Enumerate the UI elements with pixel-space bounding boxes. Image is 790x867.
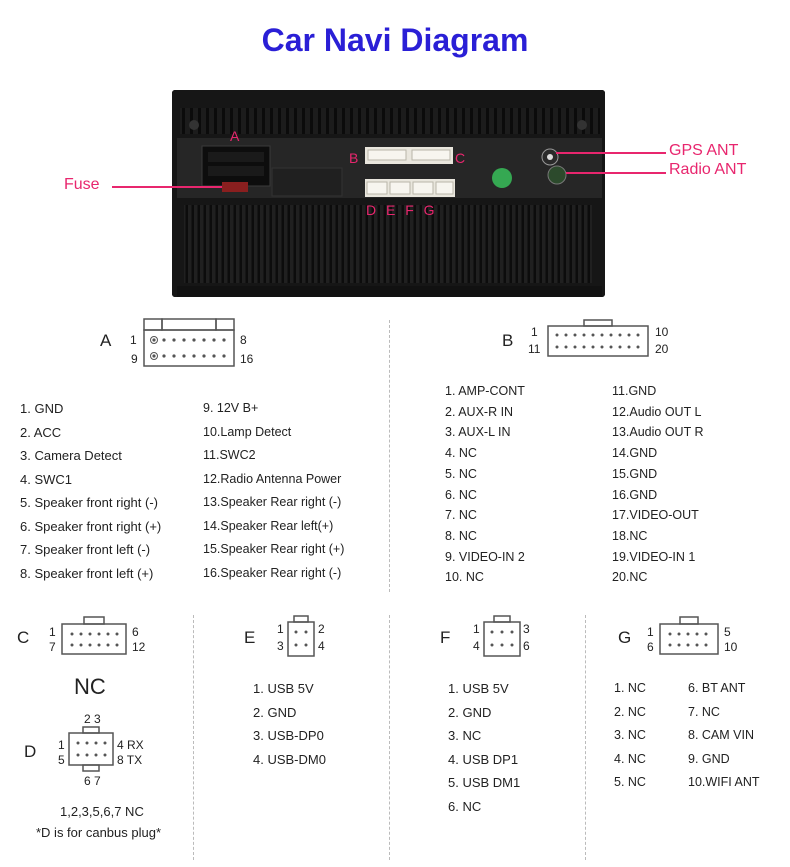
connector-b-pin-13: 13.Audio OUT R [612, 425, 704, 440]
connector-b-shape [544, 318, 652, 360]
connector-b-pin-4: 4. NC [445, 446, 477, 461]
connector-a-pin-tl: 1 [130, 333, 137, 347]
connector-g-pin-7: 7. NC [688, 704, 720, 719]
connector-f-shape [481, 614, 523, 660]
connector-g-pin-10: 10.WIFI ANT [688, 775, 760, 789]
connector-c-pin-br: 12 [132, 640, 146, 654]
connector-a-pin-bl: 9 [131, 352, 138, 366]
connector-c-pin-tl: 1 [49, 625, 56, 639]
diagram-title: Car Navi Diagram [261, 22, 529, 58]
connector-g-pin-tr: 5 [724, 625, 731, 639]
connector-a-pin-br: 16 [240, 352, 254, 366]
connector-b-pin-tl: 1 [531, 325, 538, 339]
connector-f-pin-br: 6 [523, 639, 530, 653]
connector-b-pin-9: 9. VIDEO-IN 2 [445, 549, 525, 564]
connector-a-pin-3: 3. Camera Detect [20, 448, 122, 463]
connector-g-shape [656, 614, 722, 658]
connector-f-pin-1: 1. USB 5V [448, 681, 509, 696]
connector-b-pin-14: 14.GND [612, 446, 658, 461]
radio-pointer-line [566, 172, 666, 174]
connector-b-pin-3: 3. AUX-L IN [445, 425, 511, 440]
connector-a-pin-2: 2. ACC [20, 424, 62, 440]
gps-ant-label: GPS ANT [669, 142, 739, 159]
head-unit-illustration [172, 90, 605, 297]
connector-a-pin-10: 10.Lamp Detect [203, 424, 292, 439]
connector-b-pin-8: 8. NC [445, 528, 477, 543]
connector-e-pin-bl: 3 [277, 639, 284, 653]
unit-label-defg: D E F G [366, 202, 438, 218]
connector-d-footnote: *D is for canbus plug* [36, 825, 162, 840]
connector-b-pins-right [612, 381, 703, 588]
connector-a-letter: A [100, 331, 112, 350]
connector-d-pin-l1: 1 [58, 738, 65, 752]
section-divider-fg [585, 615, 586, 860]
connector-g-pin-bl: 6 [647, 640, 654, 654]
connector-c-pin-tr: 6 [132, 625, 139, 639]
connector-g-pin-3: 3. NC [614, 728, 646, 742]
connector-c-pin-bl: 7 [49, 640, 56, 654]
connector-e-letter: E [244, 628, 256, 647]
connector-e-pins [253, 677, 326, 771]
section-divider-ce [193, 615, 194, 860]
connector-b-pin-19: 19.VIDEO-IN 1 [612, 549, 696, 564]
section-divider-ef [389, 615, 390, 860]
connector-g-pin-5: 5. NC [614, 775, 646, 789]
connector-f-pin-5: 5. USB DM1 [448, 775, 521, 790]
connector-f-pin-3: 3. NC [448, 728, 482, 743]
radio-ant-label: Radio ANT [669, 161, 747, 178]
connector-b-pin-16: 16.GND [612, 487, 658, 502]
connector-a-pins-right [203, 397, 344, 585]
fuse-label: Fuse [64, 176, 100, 193]
connector-c-nc-note: NC [74, 674, 106, 699]
connector-a-pin-15: 15.Speaker Rear right (+) [203, 542, 345, 556]
connector-g-pin-4: 4. NC [614, 751, 646, 766]
connector-e-shape [285, 614, 317, 660]
connector-b-pins-left [445, 381, 525, 588]
connector-e-pin-2: 2. GND [253, 704, 297, 720]
connector-b-pin-15: 15.GND [612, 466, 658, 481]
connector-f-pin-tr: 3 [523, 622, 530, 636]
connector-b-pin-18: 18.NC [612, 528, 648, 543]
fuse-pointer-line [112, 186, 222, 188]
connector-g-pins-left [614, 677, 646, 795]
connector-b-pin-17: 17.VIDEO-OUT [612, 508, 699, 523]
connector-b-pin-20: 20.NC [612, 570, 648, 585]
connector-b-pin-tr: 10 [655, 325, 669, 339]
connector-b-pin-bl: 11 [528, 342, 541, 356]
connector-f-pins [448, 677, 520, 818]
connector-a-pin-4: 4. SWC1 [20, 471, 73, 487]
connector-f-pin-tl: 1 [473, 622, 480, 636]
unit-label-c: C [455, 150, 466, 166]
connector-d-pin-r1: 4 RX [117, 738, 144, 752]
connector-g-pin-tl: 1 [647, 625, 654, 639]
connector-e-pin-br: 4 [318, 639, 325, 653]
connector-d-letter: D [24, 742, 37, 761]
connector-a-pin-11: 11.SWC2 [203, 448, 256, 462]
connector-d-pin-top: 2 3 [84, 712, 101, 726]
connector-d-pin-bottom: 6 7 [84, 774, 101, 788]
connector-b-pin-1: 1. AMP-CONT [445, 384, 525, 398]
connector-a-pin-14: 14.Speaker Rear left(+) [203, 518, 334, 533]
connector-g-pin-2: 2. NC [614, 704, 646, 719]
connector-g-pin-1: 1. NC [614, 681, 646, 695]
connector-d-pin-r2: 8 TX [117, 753, 143, 767]
connector-e-pin-3: 3. USB-DP0 [253, 728, 324, 743]
connector-d-pin-l2: 5 [58, 753, 65, 767]
connector-a-pin-13: 13.Speaker Rear right (-) [203, 495, 342, 509]
connector-d-shape [66, 726, 116, 772]
connector-b-pin-5: 5. NC [445, 466, 477, 481]
section-divider-upper [389, 320, 390, 592]
connector-e-pin-4: 4. USB-DM0 [253, 751, 326, 767]
connector-f-pin-2: 2. GND [448, 704, 492, 720]
connector-g-pin-8: 8. CAM VIN [688, 728, 754, 742]
connector-a-pin-6: 6. Speaker front right (+) [20, 518, 162, 534]
connector-f-pin-6: 6. NC [448, 798, 482, 814]
connector-c-shape [58, 614, 130, 658]
connector-a-pin-7: 7. Speaker front left (-) [20, 542, 151, 557]
connector-a-pin-1: 1. GND [20, 401, 64, 416]
connector-a-pin-5: 5. Speaker front right (-) [20, 495, 158, 510]
connector-f-pin-bl: 4 [473, 639, 480, 653]
connector-g-pin-6: 6. BT ANT [688, 681, 746, 695]
connector-b-pin-7: 7. NC [445, 508, 477, 523]
connector-a-shape [140, 318, 238, 370]
connector-g-pin-br: 10 [724, 640, 738, 654]
connector-a-pin-16: 16.Speaker Rear right (-) [203, 565, 342, 580]
connector-b-pin-10: 10. NC [445, 570, 484, 585]
gps-pointer-line [556, 152, 666, 154]
connector-b-pin-2: 2. AUX-R IN [445, 404, 514, 419]
connector-e-pin-tr: 2 [318, 622, 325, 636]
connector-g-letter: G [618, 628, 632, 647]
head-unit-back-panel [172, 90, 605, 297]
connector-b-pin-br: 20 [655, 342, 669, 356]
connector-b-pin-12: 12.Audio OUT L [612, 404, 702, 419]
unit-label-b: B [349, 150, 359, 166]
connector-a-pin-12: 12.Radio Antenna Power [203, 471, 342, 486]
connector-g-pins-right [688, 677, 760, 795]
connector-c-letter: C [17, 628, 30, 647]
connector-g-pin-9: 9. GND [688, 751, 730, 766]
connector-a-pin-8: 8. Speaker front left (+) [20, 565, 154, 581]
connector-b-pin-11: 11.GND [612, 384, 657, 398]
connector-f-letter: F [440, 628, 451, 647]
connector-e-pin-1: 1. USB 5V [253, 681, 314, 696]
unit-label-a: A [230, 128, 240, 144]
connector-b-pin-6: 6. NC [445, 487, 477, 502]
connector-a-pin-tr: 8 [240, 333, 247, 347]
connector-a-pin-9: 9. 12V B+ [203, 401, 259, 415]
connector-e-pin-tl: 1 [277, 622, 284, 636]
connector-d-nc-note: 1,2,3,5,6,7 NC [60, 804, 144, 819]
connector-f-pin-4: 4. USB DP1 [448, 751, 519, 767]
connector-a-pins-left [20, 397, 161, 585]
connector-b-letter: B [502, 331, 514, 350]
